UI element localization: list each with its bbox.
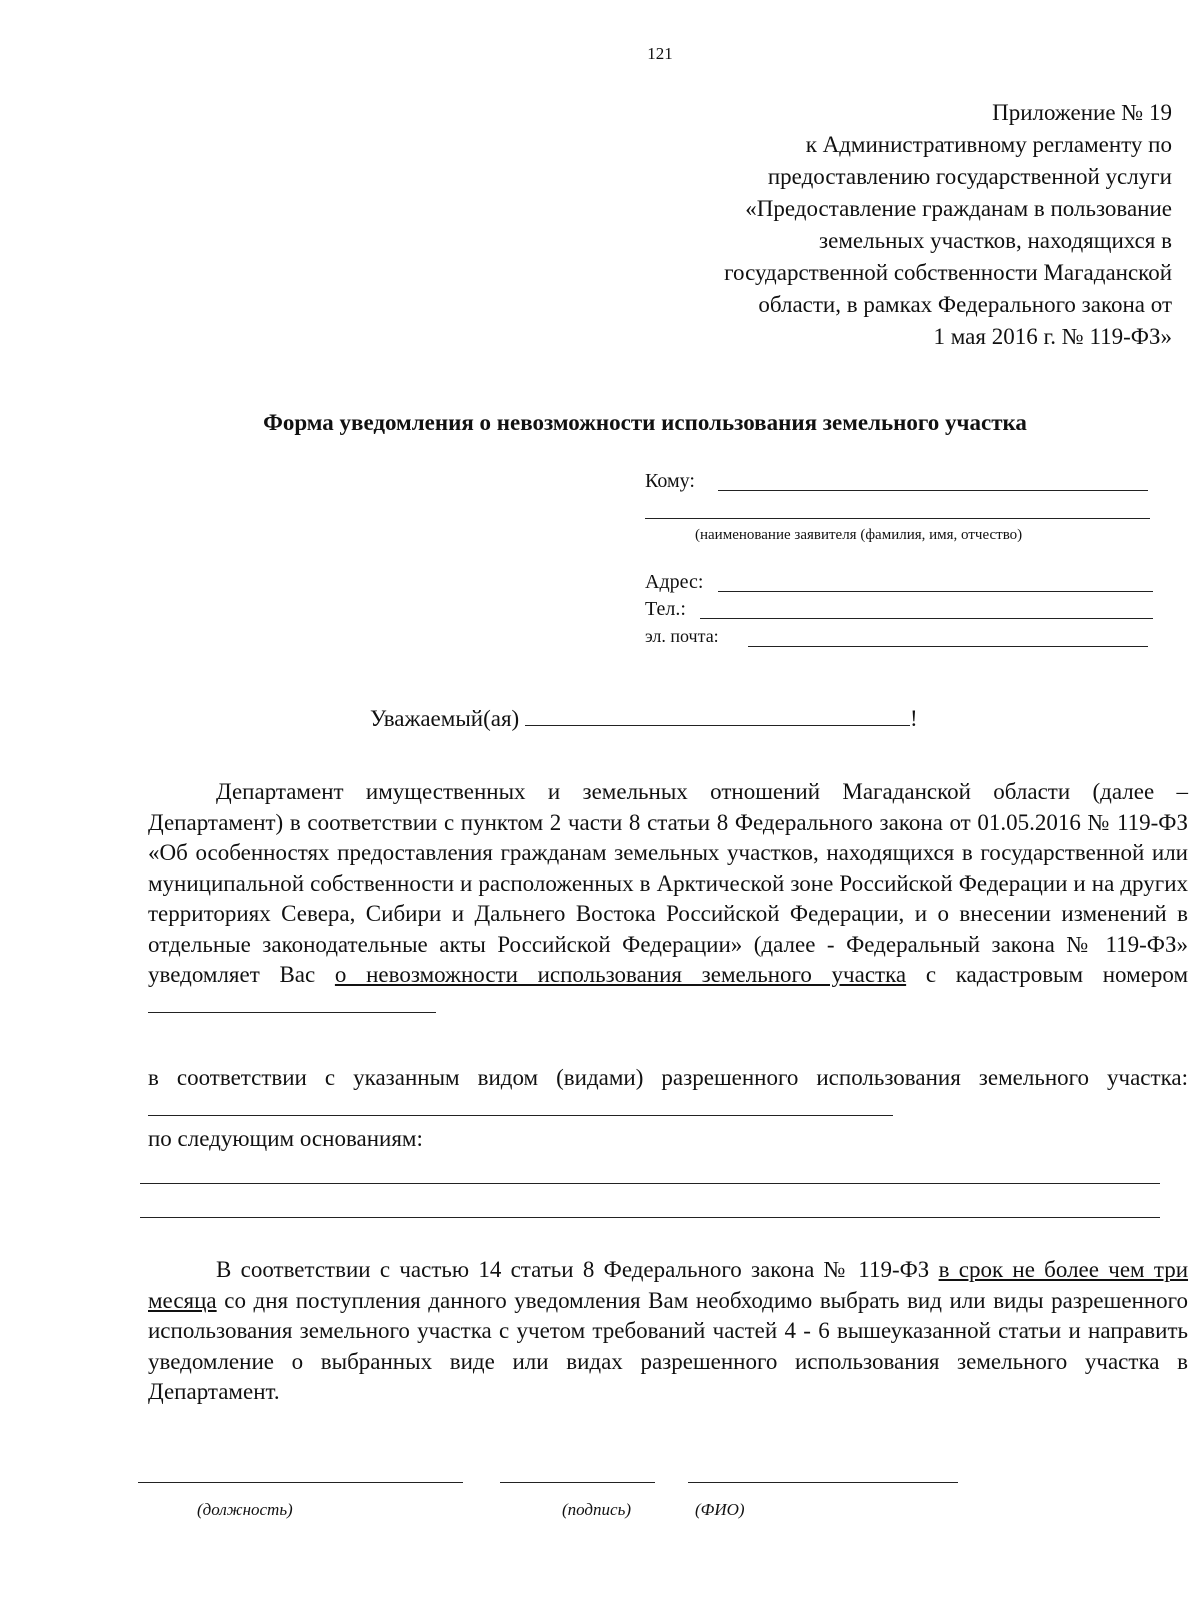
page-number: 121 — [647, 44, 673, 63]
name-line — [688, 1482, 958, 1483]
body-paragraph-3: по следующим основаниям: — [148, 1126, 423, 1151]
greeting-text: Уважаемый(ая) — [370, 706, 520, 731]
appendix-line: 1 мая 2016 г. № 119-ФЗ» — [933, 324, 1172, 349]
appendix-line: области, в рамках Федерального закона от — [758, 292, 1172, 317]
to-line — [718, 490, 1148, 491]
body-paragraph-2 — [148, 1063, 1188, 1124]
cadastral-blank — [148, 994, 436, 1013]
greeting — [370, 706, 918, 732]
appendix-line: земельных участков, находящихся в — [819, 228, 1172, 253]
signature-line — [500, 1482, 655, 1483]
appendix-header — [532, 97, 1172, 353]
phone-label: Тел.: — [645, 598, 686, 620]
name-hint: (наименование заявителя (фамилия, имя, отчество) — [695, 527, 1023, 543]
address-label: Адрес: — [645, 571, 704, 593]
appendix-line: к Административному регламенту по — [805, 132, 1172, 157]
form-title: Форма уведомления о невозможности использования земельного участка — [263, 410, 1027, 435]
phone-line — [700, 618, 1153, 619]
reasons-line-2 — [140, 1217, 1160, 1218]
appendix-line: Приложение № 19 — [992, 100, 1172, 125]
name-label: (ФИО) — [695, 1500, 745, 1519]
appendix-line: государственной собственности Магаданской — [724, 260, 1172, 285]
appendix-line: «Предоставление гражданам в пользование — [745, 196, 1172, 221]
body-paragraph-1 — [148, 777, 1188, 1021]
p4-start: В соответствии с частью 14 статьи 8 Федерального закона № 119-ФЗ — [216, 1257, 930, 1282]
email-label: эл. почта: — [645, 626, 719, 646]
appendix-line: предоставлению государственной услуги — [767, 164, 1172, 189]
body-paragraph-4 — [148, 1255, 1188, 1408]
p2-text: в соответствии с указанным видом (видами) разрешенного использования земельного участка: — [148, 1065, 1188, 1090]
signature-label: (подпись) — [562, 1500, 631, 1519]
email-line — [748, 646, 1148, 647]
position-label: (должность) — [197, 1500, 293, 1519]
p1-main: Департамент имущественных и земельных отношений Магаданской области (далее – Департамент) в соответствии с пунктом 2 части 8 статьи 8 Федерального закона от 01.05.2016 № 119-ФЗ «Об особенностях предоставления гражданам земельных участков, находящихся в государственной или муниципальной собственности и расположенных в Арктической зоне Российской Федерации и на других территориях Севера, Сибири и Дальнего Востока Российской Федерации, и о внесении изменений в отдельные законодательные акты Российской Федерации» (далее - Федеральный закона № 119-ФЗ» уведомляет Вас — [148, 779, 1188, 987]
p1-tail: с кадастровым номером — [925, 962, 1188, 987]
position-line — [138, 1482, 463, 1483]
p4-end: со дня поступления данного уведомления Вам необходимо выбрать вид или виды разрешенного использования земельного участка с учетом требований частей 4 - 6 вышеуказанной статьи и направить уведомление о выбранных виде или видах разрешенного использования земельного участка в Департамент. — [148, 1287, 1189, 1404]
reasons-line-1 — [140, 1183, 1160, 1184]
p1-underlined: о невозможности использования земельного участка — [334, 962, 907, 987]
usage-blank — [148, 1097, 893, 1116]
to-label: Кому: — [645, 470, 695, 492]
greeting-blank — [525, 707, 910, 726]
greeting-end: ! — [909, 706, 918, 731]
to-line-2 — [645, 518, 1150, 519]
p4-underlined: в срок не более чем три месяца — [148, 1257, 1189, 1313]
address-line — [718, 591, 1153, 592]
